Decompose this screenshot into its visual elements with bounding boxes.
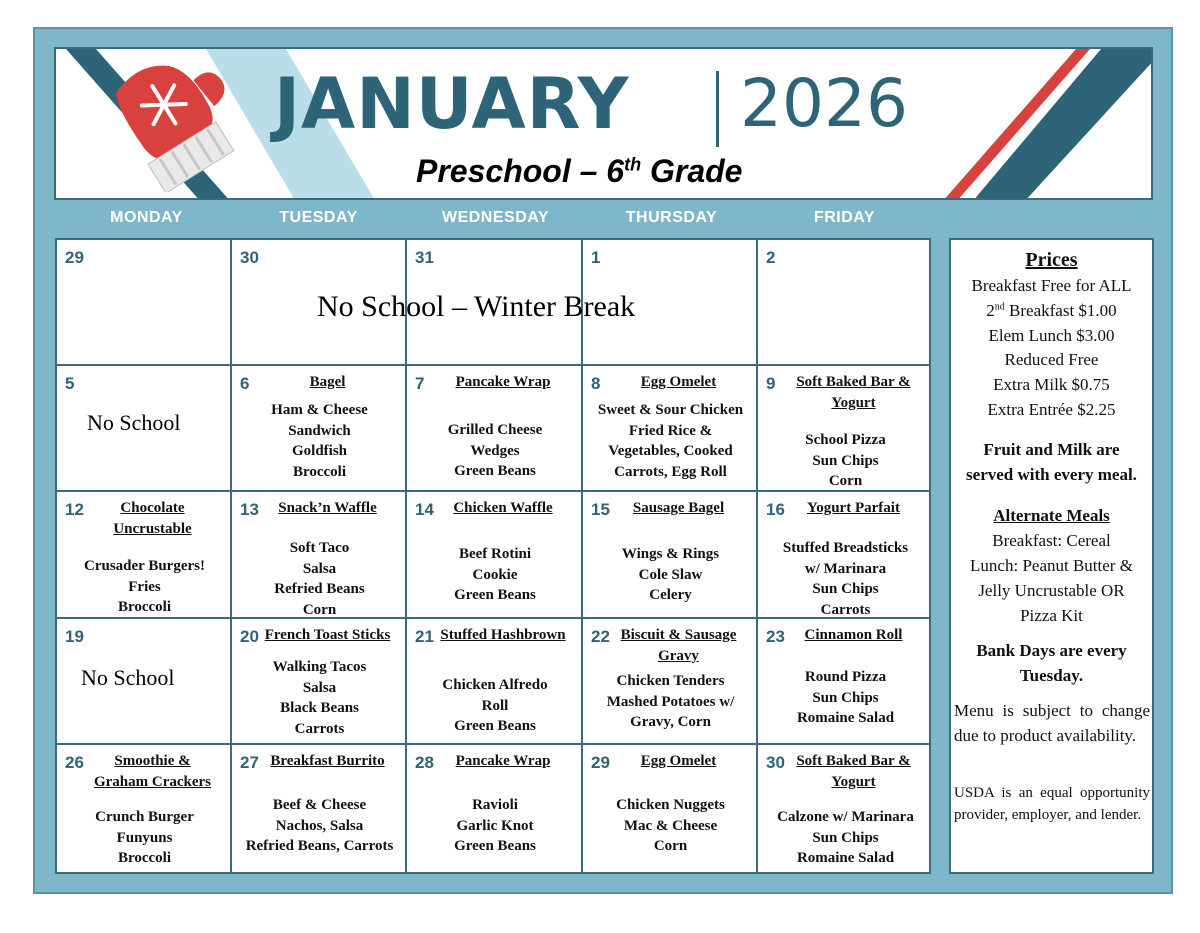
day-cell [758, 240, 931, 366]
day-cell [232, 366, 407, 492]
lunch-item: Vegetables, Cooked [608, 443, 733, 459]
day-number: 13 [240, 500, 259, 519]
lunch-item: Romaine Salad [796, 850, 895, 866]
lunch-item: w/ Marinara [804, 560, 887, 577]
lunch-item: Goldfish [291, 443, 348, 459]
info-sidebar [949, 238, 1154, 874]
day-cell [758, 619, 931, 745]
breakfast-item: Pancake Wrap [455, 753, 551, 769]
lunch-item: Romaine Salad [796, 710, 895, 726]
day-number: 7 [415, 374, 425, 393]
lunch-item: Mac & Cheese [623, 817, 718, 834]
day-number: 5 [65, 374, 75, 393]
lunch-item: Corn [653, 838, 688, 854]
lunch-item: Beef & Cheese [272, 797, 367, 813]
lunch-item: School Pizza [805, 432, 886, 448]
lunch-item: Cookie [472, 566, 518, 583]
lunch-item: Celery [649, 587, 692, 603]
day-cell [583, 492, 758, 619]
lunch-item: Carrots [294, 720, 345, 737]
day-cell [758, 745, 931, 872]
breakfast-item: Yogurt [831, 395, 876, 411]
day-number: 28 [415, 753, 434, 772]
day-header-tuesday: TUESDAY [279, 209, 358, 226]
lunch-item: Salsa [302, 560, 337, 577]
grade-subtitle: Preschool – 6th Grade [416, 153, 743, 189]
day-number: 26 [65, 753, 84, 772]
breakfast-item: Smoothie & [114, 753, 191, 769]
day-cell [407, 745, 583, 872]
day-header-wednesday: WEDNESDAY [441, 209, 550, 226]
day-header-monday: MONDAY [110, 209, 183, 226]
day-cell [407, 492, 583, 619]
lunch-item: Gravy, Corn [630, 714, 711, 730]
lunch-item: Sun Chips [812, 452, 879, 469]
day-number: 6 [240, 374, 250, 393]
price-extra-milk: Extra Milk $0.75 [993, 375, 1110, 394]
day-number: 16 [766, 500, 785, 519]
day-number: 27 [240, 753, 259, 772]
lunch-item: Chicken Nuggets [616, 797, 725, 813]
lunch-item: Chicken Tenders [616, 673, 725, 689]
breakfast-item: Chocolate [120, 500, 185, 516]
day-number: 12 [65, 500, 84, 519]
breakfast-item: Sausage Bagel [632, 500, 725, 516]
lunch-item: Garlic Knot [456, 817, 534, 834]
day-cell [232, 745, 407, 872]
day-cell [583, 745, 758, 872]
lunch-item: Round Pizza [804, 669, 887, 685]
price-breakfast: Breakfast Free for ALL [971, 276, 1132, 295]
breakfast-item: Yogurt [831, 774, 876, 790]
lunch-item: Sweet & Sour Chicken [597, 402, 744, 418]
alternate-line-2: Lunch: Peanut Butter & [970, 556, 1133, 575]
day-number: 1 [591, 248, 601, 267]
day-cell [583, 619, 758, 745]
year-title: 2026 [740, 65, 908, 142]
price-reduced: Reduced Free [1004, 350, 1099, 369]
lunch-item: Soft Taco [289, 540, 350, 556]
breakfast-item: Graham Crackers [93, 774, 212, 790]
lunch-item: Grilled Cheese [447, 422, 543, 438]
breakfast-item: Bagel [309, 374, 346, 390]
day-cell [583, 366, 758, 492]
lunch-item: Funyuns [116, 829, 173, 846]
calendar-grid [55, 238, 931, 874]
day-cell [758, 492, 931, 619]
day-number: 31 [415, 248, 434, 267]
calendar-header [54, 47, 1153, 200]
lunch-item: Green Beans [454, 718, 536, 734]
usda-statement: USDA is an equal opportunity provider, employer, and lender. [954, 785, 1150, 823]
day-number: 14 [415, 500, 434, 519]
day-cell [232, 619, 407, 745]
day-number: 19 [65, 627, 84, 646]
day-number: 29 [65, 248, 84, 267]
lunch-item: Nachos, Salsa [275, 817, 364, 834]
breakfast-item: Chicken Waffle [453, 500, 553, 516]
lunch-item: Sun Chips [812, 829, 879, 846]
breakfast-item: Yogurt Parfait [807, 500, 900, 516]
lunch-item: Green Beans [454, 587, 536, 603]
lunch-item: Carrots, Egg Roll [614, 463, 727, 480]
day-cell [57, 619, 232, 745]
lunch-item: Calzone w/ Marinara [777, 809, 914, 825]
day-number: 30 [240, 248, 259, 267]
price-elem-lunch: Elem Lunch $3.00 [988, 326, 1115, 345]
bank-days-line-2: Tuesday. [1019, 666, 1084, 685]
lunch-item: Carrots [820, 601, 871, 618]
lunch-item: Broccoli [117, 850, 172, 866]
lunch-item: Corn [302, 601, 337, 618]
lunch-item: Roll [481, 697, 509, 714]
day-number: 21 [415, 627, 434, 646]
lunch-item: Black Beans [280, 700, 359, 716]
lunch-item: Stuffed Breadsticks [782, 540, 909, 556]
day-cell [57, 745, 232, 872]
breakfast-item: Soft Baked Bar & [796, 374, 911, 390]
day-number: 29 [591, 753, 610, 772]
breakfast-item: Soft Baked Bar & [796, 753, 911, 769]
lunch-item: Refried Beans [274, 581, 365, 597]
breakfast-item: Pancake Wrap [455, 374, 551, 390]
lunch-item: Ravioli [472, 797, 518, 813]
lunch-item: Broccoli [292, 463, 347, 480]
alternate-line-3: Jelly Uncrustable OR [978, 581, 1125, 600]
breakfast-item: Gravy [658, 648, 699, 664]
alternate-line-1: Breakfast: Cereal [992, 531, 1111, 550]
alternate-line-4: Pizza Kit [1020, 606, 1083, 625]
lunch-item: Mashed Potatoes w/ [606, 693, 735, 710]
price-second-breakfast: 2nd Breakfast $1.00 [986, 301, 1117, 320]
breakfast-item: Stuffed Hashbrown [440, 627, 566, 643]
no-school-note: No School [87, 410, 181, 435]
alternate-meals-heading: Alternate Meals [993, 506, 1110, 525]
no-school-note: No School [81, 665, 175, 690]
day-number: 8 [591, 374, 601, 393]
winter-break-notice: No School – Winter Break [317, 290, 636, 323]
menu-change-note: Menu is subject to change due to product availability. [954, 701, 1150, 745]
day-number: 2 [766, 248, 776, 267]
breakfast-item: Uncrustable [113, 521, 192, 537]
lunch-item: Fries [128, 578, 161, 595]
lunch-item: Ham & Cheese [271, 402, 368, 418]
day-cell [407, 619, 583, 745]
lunch-item: Crunch Burger [95, 809, 194, 825]
day-number: 23 [766, 627, 785, 646]
lunch-item: Cole Slaw [638, 566, 703, 583]
prices-heading: Prices [1025, 249, 1078, 271]
lunch-item: Beef Rotini [458, 546, 532, 562]
day-header-friday: FRIDAY [813, 209, 876, 226]
breakfast-item: Biscuit & Sausage [620, 627, 737, 643]
lunch-item: Corn [828, 473, 863, 489]
lunch-item: Sandwich [288, 422, 351, 439]
day-number: 30 [766, 753, 785, 772]
day-cell [57, 492, 232, 619]
day-number: 20 [240, 627, 259, 646]
lunch-item: Wedges [470, 442, 520, 459]
lunch-item: Sun Chips [812, 581, 879, 597]
lunch-item: Sun Chips [812, 689, 879, 706]
lunch-item: Walking Tacos [272, 659, 367, 675]
breakfast-item: French Toast Sticks [264, 627, 391, 643]
breakfast-item: Egg Omelet [640, 753, 717, 769]
month-title: JANUARY [274, 63, 630, 145]
lunch-item: Fried Rice & [628, 422, 713, 439]
day-cell [758, 366, 931, 492]
lunch-item: Green Beans [454, 463, 536, 479]
price-extra-entree: Extra Entrée $2.25 [987, 400, 1116, 419]
day-number: 9 [766, 374, 776, 393]
day-cell [232, 492, 407, 619]
bank-days-line-1: Bank Days are every [976, 641, 1127, 660]
day-cell [57, 366, 232, 492]
lunch-item: Chicken Alfredo [442, 677, 548, 693]
day-cell [407, 366, 583, 492]
title-divider [716, 71, 719, 147]
day-number: 22 [591, 627, 610, 646]
lunch-item: Crusader Burgers! [84, 558, 205, 574]
lunch-item: Refried Beans, Carrots [245, 838, 394, 854]
day-header-thursday: THURSDAY [625, 209, 718, 226]
lunch-item: Wings & Rings [621, 546, 720, 562]
breakfast-item: Snack’n Waffle [278, 500, 377, 516]
day-number: 15 [591, 500, 610, 519]
lunch-item: Broccoli [117, 599, 172, 615]
breakfast-item: Cinnamon Roll [804, 627, 903, 643]
breakfast-item: Egg Omelet [640, 374, 717, 390]
breakfast-item: Breakfast Burrito [270, 753, 385, 769]
fruit-milk-line-1: Fruit and Milk are [983, 440, 1120, 459]
lunch-item: Salsa [302, 679, 337, 696]
lunch-item: Green Beans [454, 838, 536, 854]
fruit-milk-line-2: served with every meal. [966, 465, 1137, 484]
day-cell [57, 240, 232, 366]
snowflake-mitten-icon [86, 57, 246, 192]
